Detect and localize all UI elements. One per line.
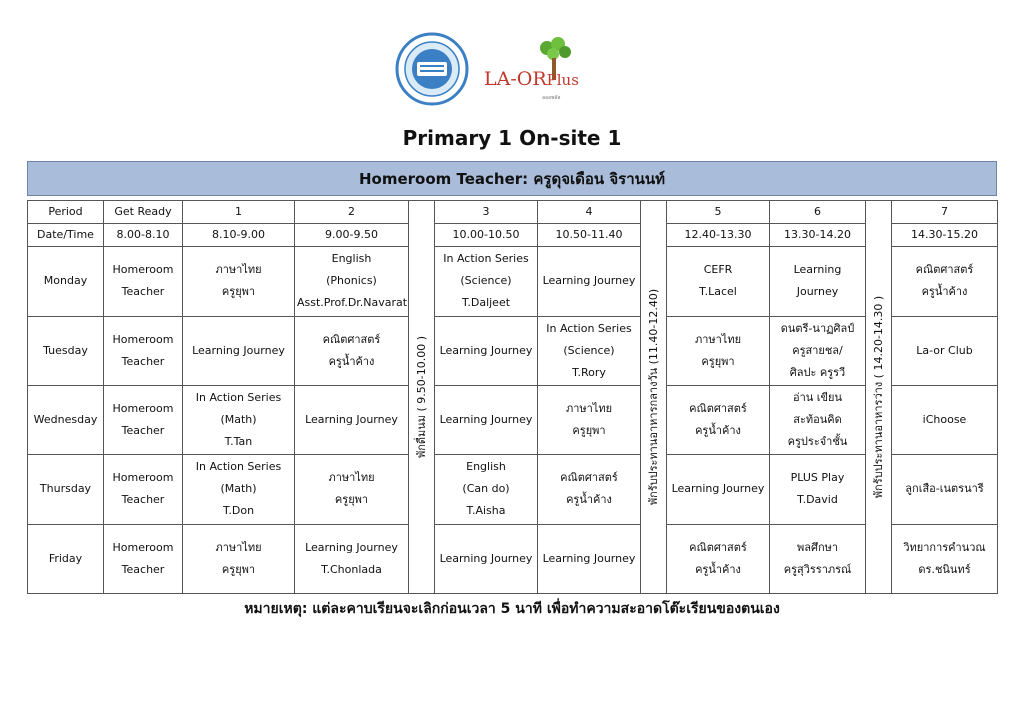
lesson-line: อ่าน เขียน: [792, 391, 843, 405]
lesson-line: Learning Journey: [305, 413, 398, 427]
lesson-cell: [538, 247, 641, 316]
lesson-cell: [770, 455, 866, 524]
lesson-line: Homeroom: [112, 402, 174, 416]
page-title: Primary 1 On-site 1: [402, 126, 622, 150]
homeroom-teacher-bar: Homeroom Teacher: ครูดุจเดือน จิรานนท์: [27, 161, 997, 196]
time-label: 9.00-9.50: [295, 224, 409, 247]
lesson-cell: [892, 316, 998, 385]
lesson-line: English: [466, 460, 506, 474]
lesson-cell: [538, 316, 641, 385]
lesson-line: ครูยุพา: [221, 562, 256, 576]
lesson-line: T.Lacel: [699, 285, 737, 299]
datetime-header: Date/Time: [28, 224, 104, 247]
lesson-cell: [104, 385, 183, 454]
lesson-line: พลศึกษา: [796, 540, 839, 554]
lesson-cell: [435, 524, 538, 593]
lesson-line: In Action Series: [195, 460, 282, 474]
time-label: 12.40-13.30: [667, 224, 770, 247]
break-lunch-label: พักรับประทานอาหารกลางวัน (11.40-12.40): [646, 288, 660, 506]
lesson-cell: [295, 385, 409, 454]
lesson-cell: [538, 524, 641, 593]
lesson-line: ครูสุวิรราภรณ์: [783, 562, 852, 576]
lesson-line: Teacher: [121, 562, 165, 576]
day-row-monday: [28, 247, 998, 316]
lesson-line: T.Daljeet: [461, 296, 511, 310]
lesson-cell: [435, 316, 538, 385]
lesson-line: คณิตศาสตร์: [560, 471, 618, 485]
period-label: 7: [892, 201, 998, 224]
lesson-cell: [295, 247, 409, 316]
lesson-cell: [770, 385, 866, 454]
lesson-line: ภาษาไทย: [565, 402, 613, 416]
lesson-cell: [892, 455, 998, 524]
lesson-line: CEFR: [703, 263, 733, 277]
lesson-line: วิทยาการคำนวณ: [903, 540, 986, 554]
day-row-thursday: [28, 455, 998, 524]
break-afternoon-label: พักรับประทานอาหารว่าง ( 14.20-14.30 ): [871, 295, 885, 499]
lesson-line: Learning Journey: [439, 551, 533, 565]
lesson-cell: [104, 247, 183, 316]
lesson-line: Learning Journey: [439, 413, 533, 427]
lesson-line: ครูสายชล/: [792, 343, 843, 357]
lesson-cell: [295, 455, 409, 524]
lesson-line: La-or Club: [916, 343, 973, 357]
lesson-line: Learning Journey: [192, 343, 285, 357]
period-header: Period: [28, 201, 104, 224]
lesson-line: Homeroom: [112, 540, 174, 554]
lesson-line: ดร.ชนินทร์: [918, 562, 971, 576]
lesson-line: T.Tan: [224, 435, 253, 449]
lesson-line: In Action Series: [443, 252, 529, 266]
lesson-line: Learning Journey: [671, 482, 765, 496]
day-label: Friday: [28, 524, 104, 593]
logo-area: [0, 30, 1024, 110]
lesson-line: ครูยุพา: [334, 493, 369, 507]
time-label: 10.00-10.50: [435, 224, 538, 247]
lesson-cell: [667, 455, 770, 524]
lesson-line: (Science): [563, 343, 615, 357]
lesson-line: T.Aisha: [466, 504, 506, 518]
lesson-line: (Science): [460, 274, 512, 288]
lesson-line: คณิตศาสตร์: [689, 540, 747, 554]
period-label: 1: [183, 201, 295, 224]
lesson-line: ดนตรี-นาฏศิลป์: [780, 321, 855, 335]
lesson-line: Homeroom: [112, 263, 174, 277]
break-lunch: [641, 201, 667, 594]
lesson-cell: [667, 524, 770, 593]
lesson-line: Learning Journey: [305, 540, 398, 554]
lesson-line: สะท้อนคิด: [793, 413, 842, 427]
day-row-wednesday: [28, 385, 998, 454]
lesson-line: ครูประจำชั้น: [787, 435, 848, 449]
lesson-line: Teacher: [121, 493, 165, 507]
lesson-line: Teacher: [121, 424, 165, 438]
lesson-line: คณิตศาสตร์: [915, 263, 974, 277]
lesson-cell: [435, 455, 538, 524]
lesson-cell: [892, 524, 998, 593]
day-label: Monday: [28, 247, 104, 316]
lesson-line: T.Chonlada: [321, 562, 382, 576]
lesson-line: T.Rory: [572, 365, 606, 379]
lesson-line: ครูยุพา: [572, 424, 606, 438]
lesson-cell: [183, 524, 295, 593]
lesson-cell: [295, 524, 409, 593]
datetime-row: [28, 224, 998, 247]
lesson-line: ภาษาไทย: [215, 263, 262, 277]
lesson-line: ภาษาไทย: [694, 332, 742, 346]
lesson-line: ครูยุพา: [221, 285, 256, 299]
break-morning: [409, 201, 435, 594]
time-label: 14.30-15.20: [892, 224, 998, 247]
lesson-line: คณิตศาสตร์: [322, 332, 381, 346]
timetable: [27, 200, 998, 594]
lesson-cell: [770, 247, 866, 316]
lesson-line: ภาษาไทย: [215, 540, 262, 554]
time-label: 13.30-14.20: [770, 224, 866, 247]
lesson-line: iChoose: [922, 413, 967, 427]
period-row: [28, 201, 998, 224]
lesson-cell: [183, 385, 295, 454]
lesson-line: คณิตศาสตร์: [689, 402, 747, 416]
lesson-line: Homeroom: [112, 471, 174, 485]
brand-text: LA-ORPlus: [484, 68, 579, 90]
period-label: 5: [667, 201, 770, 224]
time-label: 8.00-8.10: [104, 224, 183, 247]
lesson-line: ลูกเสือ-เนตรนารี: [905, 482, 984, 496]
lesson-cell: [770, 524, 866, 593]
lesson-cell: [538, 385, 641, 454]
lesson-line: (Can do): [462, 482, 510, 496]
lesson-cell: [295, 316, 409, 385]
lesson-cell: [183, 316, 295, 385]
lesson-line: ครูยุพา: [701, 354, 735, 368]
lesson-line: Homeroom: [112, 332, 174, 346]
lesson-line: PLUS Play: [790, 471, 845, 485]
lesson-line: In Action Series: [546, 321, 632, 335]
time-label: 10.50-11.40: [538, 224, 641, 247]
lesson-cell: [667, 385, 770, 454]
lesson-line: Learning Journey: [439, 343, 533, 357]
lesson-cell: [667, 316, 770, 385]
lesson-line: Learning Journey: [542, 274, 636, 288]
lesson-line: ครูน้ำค้าง: [566, 493, 612, 507]
lesson-line: T.Don: [222, 504, 255, 518]
lesson-cell: [435, 385, 538, 454]
day-row-tuesday: [28, 316, 998, 385]
lesson-cell: [538, 455, 641, 524]
lesson-line: ครูน้ำค้าง: [695, 562, 741, 576]
lesson-line: (Math): [220, 482, 257, 496]
lesson-line: ศิลปะ ครูรวี: [789, 365, 846, 379]
lesson-cell: [104, 316, 183, 385]
lesson-line: (Math): [220, 413, 257, 427]
lesson-cell: [104, 524, 183, 593]
lesson-line: Asst.Prof.Dr.Navarat: [297, 296, 408, 310]
lesson-line: ภาษาไทย: [328, 471, 375, 485]
lesson-line: Journey: [796, 285, 839, 299]
lesson-line: English: [331, 252, 372, 266]
time-label: 8.10-9.00: [183, 224, 295, 247]
day-label: Tuesday: [28, 316, 104, 385]
lesson-line: In Action Series: [195, 391, 282, 405]
lesson-cell: [183, 247, 295, 316]
lesson-cell: [104, 455, 183, 524]
footer-note: หมายเหตุ: แต่ละคาบเรียนจะเลิกก่อนเวลา 5 นาที เพื่อทำความสะอาดโต๊ะเรียนของตนเอง: [244, 601, 780, 617]
day-label: Wednesday: [28, 385, 104, 454]
lesson-line: ครูน้ำค้าง: [695, 424, 741, 438]
day-row-friday: [28, 524, 998, 593]
lesson-line: Learning: [793, 263, 842, 277]
lesson-cell: [435, 247, 538, 316]
lesson-cell: [892, 385, 998, 454]
la-or-plus-logo: [484, 36, 614, 106]
lesson-line: (Phonics): [326, 274, 377, 288]
lesson-line: Teacher: [121, 285, 165, 299]
period-label: Get Ready: [104, 201, 183, 224]
lesson-cell: [892, 247, 998, 316]
lesson-line: Teacher: [121, 354, 165, 368]
period-label: 4: [538, 201, 641, 224]
school-seal-logo: [395, 32, 469, 106]
lesson-line: ครูน้ำค้าง: [328, 354, 375, 368]
break-morning-label: พักดื่มนม ( 9.50-10.00 ): [414, 335, 428, 459]
lesson-cell: [770, 316, 866, 385]
brand-subtext: ลออพลัส: [542, 95, 561, 101]
lesson-line: T.David: [797, 493, 838, 507]
period-label: 3: [435, 201, 538, 224]
lesson-cell: [183, 455, 295, 524]
lesson-cell: [667, 247, 770, 316]
lesson-line: Learning Journey: [542, 551, 636, 565]
period-label: 2: [295, 201, 409, 224]
day-label: Thursday: [28, 455, 104, 524]
lesson-line: ครูน้ำค้าง: [921, 285, 968, 299]
break-afternoon: [866, 201, 892, 594]
period-label: 6: [770, 201, 866, 224]
